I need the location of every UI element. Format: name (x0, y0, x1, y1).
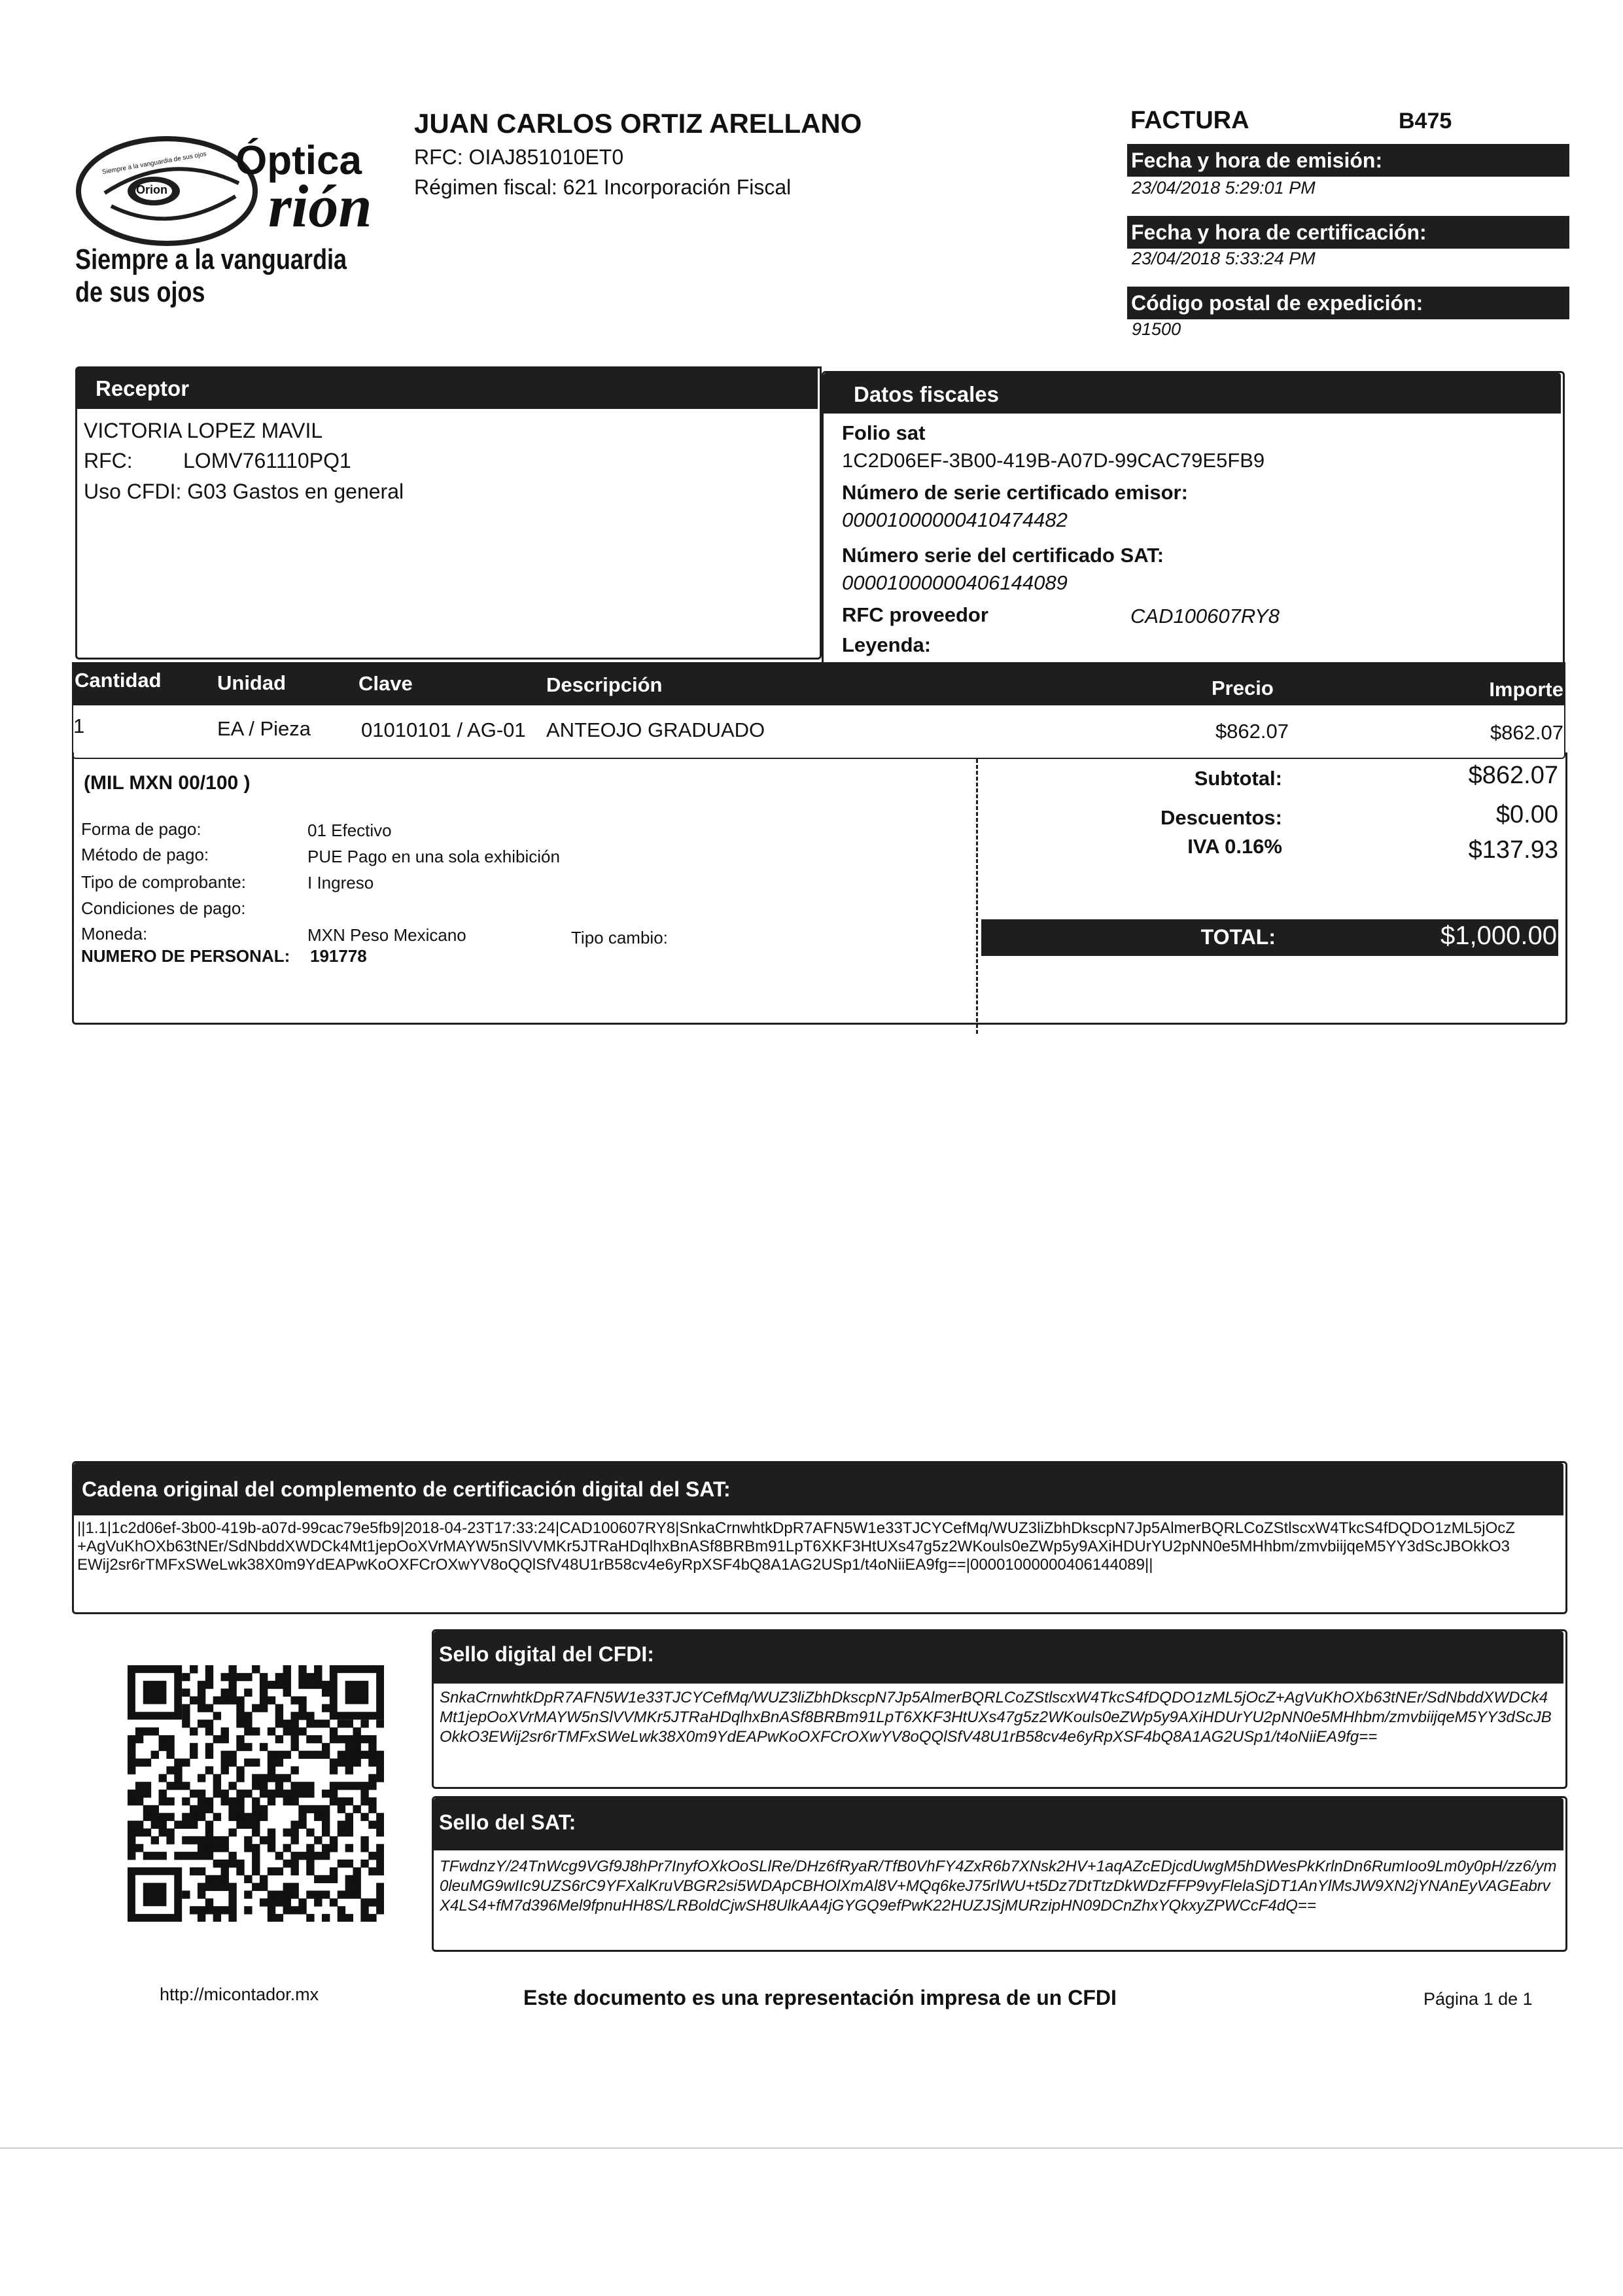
logo-ring-text: Siempre a la vanguardia de sus ojos (101, 150, 207, 176)
descuentos-label: Descuentos: (1160, 806, 1282, 829)
issued-date-header: Fecha y hora de emisión: (1127, 144, 1569, 177)
cadena-header: Cadena original del complemento de certificación digital del SAT: (74, 1463, 1563, 1515)
total-label: TOTAL: (1200, 925, 1276, 949)
items-header-row (72, 662, 1565, 705)
qr-code (128, 1665, 384, 1922)
moneda-value: MXN Peso Mexicano (307, 925, 466, 945)
metodo-pago-label: Método de pago: (81, 845, 209, 864)
moneda-label: Moneda: (81, 924, 148, 944)
leyenda-label: Leyenda: (842, 633, 932, 656)
subtotal-value: $862.07 (1468, 762, 1558, 789)
row-clave: 01010101 / AG-01 (361, 718, 526, 741)
forma-pago-label: Forma de pago: (81, 819, 201, 839)
row-precio: $862.07 (1215, 720, 1289, 743)
col-clave-header: Clave (358, 672, 413, 695)
receptor-header: Receptor (77, 368, 818, 409)
emisor-cert-value: 00001000000410474482 (842, 508, 1068, 531)
receptor-uso-cfdi: Uso CFDI: G03 Gastos en general (84, 480, 404, 503)
forma-pago-value: 01 Efectivo (307, 821, 392, 840)
rfc-proveedor-value: CAD100607RY8 (1130, 605, 1280, 627)
total-value: $1,000.00 (1440, 921, 1557, 950)
issuer-regimen: Régimen fiscal: 621 Incorporación Fiscal (414, 175, 792, 199)
tipo-comprobante-label: Tipo de comprobante: (81, 872, 246, 892)
postal-code-header: Código postal de expedición: (1127, 287, 1569, 319)
page-number: Página 1 de 1 (1423, 1989, 1533, 2009)
folio-sat-value: 1C2D06EF-3B00-419B-A07D-99CAC79E5FB9 (842, 449, 1265, 472)
footer-note: Este documento es una representación impresa de un CFDI (523, 1986, 1117, 2009)
receptor-box (75, 366, 822, 660)
col-unidad-header: Unidad (217, 671, 287, 694)
payment-divider (976, 759, 978, 1034)
cadena-text: ||1.1|1c2d06ef-3b00-419b-a07d-99cac79e5fb9|2018-04-23T17:33:24|CAD100607RY8|SnkaCrnwhtkDpR7AFN5W1e33TJCYCefMq/WUZ3liZbhDkscpN7Jp5AlmerBQRLCoZStlscxW4TkcS4fDQDO1zML5jOcZ+AgVuKhOXb63tNEr/SdNbddXWDCk4Mt1jepOoXVrMAYW5nSlVVMKr5JTRaHDqlhxBnASf8BRBm91LpT6XKF3HtUXs47g5z2WKouls0eZWp5y9AXiHDUrYU2pNN0e5MHhbm/zmvbiijqeM5YY3dScJBOkkO3EWij2sr6rTMFxSWeLwk38X0m9YdEAPwKoOXFCrOXwYV8oQQlSfV48U1rB58cv4e6yRpXSF4bQ8A1AG2USp1/t4oNiiEA9fg==|00001000000406144089|| (77, 1519, 1515, 1574)
sello-cfdi-header: Sello digital del CFDI: (434, 1631, 1563, 1684)
numero-personal-label: NUMERO DE PERSONAL: (81, 946, 290, 966)
sat-cert-label: Número serie del certificado SAT: (842, 544, 1164, 567)
receptor-name: VICTORIA LOPEZ MAVIL (84, 419, 323, 442)
invoice-number: B475 (1399, 109, 1452, 133)
issuer-rfc: RFC: OIAJ851010ET0 (414, 145, 624, 169)
rfc-proveedor-label: RFC proveedor (842, 603, 988, 626)
row-descripcion: ANTEOJO GRADUADO (546, 718, 765, 741)
col-precio-header: Precio (1212, 677, 1274, 699)
logo-badge: Orion (136, 183, 167, 196)
tipo-comprobante-value: I Ingreso (307, 873, 374, 892)
payment-box (72, 752, 1567, 1025)
qr-code-graphic (128, 1665, 384, 1922)
iva-label: IVA 0.16% (1187, 835, 1282, 858)
table-row (72, 705, 1565, 751)
invoice-type: FACTURA (1130, 107, 1249, 134)
issued-date-value: 23/04/2018 5:29:01 PM (1132, 178, 1316, 198)
descuentos-value: $0.00 (1495, 801, 1558, 828)
receptor-rfc-label: RFC: (84, 449, 133, 472)
logo-orion: rión (268, 173, 372, 239)
postal-code-value: 91500 (1132, 319, 1181, 339)
condiciones-pago-label: Condiciones de pago: (81, 898, 246, 918)
sello-cfdi-text: SnkaCrnwhtkDpR7AFN5W1e33TJCYCefMq/WUZ3liZbhDkscpN7Jp5AlmerBQRLCoZStlscxW4TkcS4fDQDO1zML5jOcZ+AgVuKhOXb63tNEr/SdNbddXWDCk4Mt1jepOoXVrMAYW5nSlVVMKr5JTRaHDqlhxBnASf8BRBm91LpT6XKF3HtUXs47g5z2WKouls0eZWp5y9AXiHDUrYU2pNN0e5MHhbm/zmvbiijqeM5YY3dScJBOkkO3EWij2sr6rTMFxSWeLwk38X0m9YdEAPwKoOXFCrOXwYV8oQQlSfV48U1rB58cv4e6yRpXSF4bQ8A1AG2USp1/t4oNiiEA9fg== (440, 1689, 1552, 1746)
sello-sat-header: Sello del SAT: (434, 1798, 1563, 1850)
amount-in-words: (MIL MXN 00/100 ) (84, 772, 251, 794)
col-importe-header: Importe (1489, 678, 1563, 701)
numero-personal-value: 191778 (310, 946, 367, 966)
iva-value: $137.93 (1468, 836, 1558, 864)
emisor-cert-label: Número de serie certificado emisor: (842, 481, 1188, 504)
issuer-name: JUAN CARLOS ORTIZ ARELLANO (414, 108, 862, 139)
fiscal-header: Datos fiscales (824, 373, 1561, 414)
metodo-pago-value: PUE Pago en una sola exhibición (307, 847, 560, 866)
row-importe: $862.07 (1490, 721, 1563, 744)
tipo-cambio-label: Tipo cambio: (571, 928, 668, 947)
certified-date-header: Fecha y hora de certificación: (1127, 216, 1569, 249)
folio-sat-label: Folio sat (842, 421, 926, 444)
logo-slogan: Siempre a la vanguardia de sus ojos (75, 243, 347, 308)
items-table (72, 662, 1565, 754)
certified-date-value: 23/04/2018 5:33:24 PM (1132, 249, 1316, 268)
row-cantidad: 1 (73, 715, 85, 737)
sello-sat-text: TFwdnzY/24TnWcg9VGf9J8hPr7InyfOXkOoSLlRe/DHz6fRyaR/TfB0VhFY4ZxR6b7XNsk2HV+1aqAZcEDjcdUwgM5hDWesPkKrlnDn6RumIoo9Lm0y0pH/zz6/ym0leuMG9wIIc9UZS6rC9YFXalKruVBGR2si5WDApCBHOlXmAl8V+MQq6keJ75rlWU+t5Dz7DtTtzDkWDzFFP9vyFlelaSjDT1AnYlMsJW9XN2jYNAnEyVAGEabrvX4LS4+fM7d396Mel9fpnuHH8S/LRBoldCjwSH8UlkAA4jGYGQ9efPwK22HUZJSjMURzipHN09DCnZhxYQkxyZPWCcF4dQ== (440, 1858, 1557, 1915)
scan-edge-line (0, 2147, 1623, 2149)
footer-url[interactable]: http://micontador.mx (160, 1985, 319, 2004)
logo-optica: Óptica (236, 138, 362, 183)
receptor-rfc-value: LOMV761110PQ1 (183, 449, 351, 472)
subtotal-label: Subtotal: (1194, 767, 1282, 790)
col-cantidad-header: Cantidad (75, 669, 162, 692)
company-logo (72, 131, 412, 308)
sat-cert-value: 00001000000406144089 (842, 571, 1068, 594)
col-descripcion-header: Descripción (546, 673, 663, 696)
row-unidad: EA / Pieza (217, 717, 311, 740)
